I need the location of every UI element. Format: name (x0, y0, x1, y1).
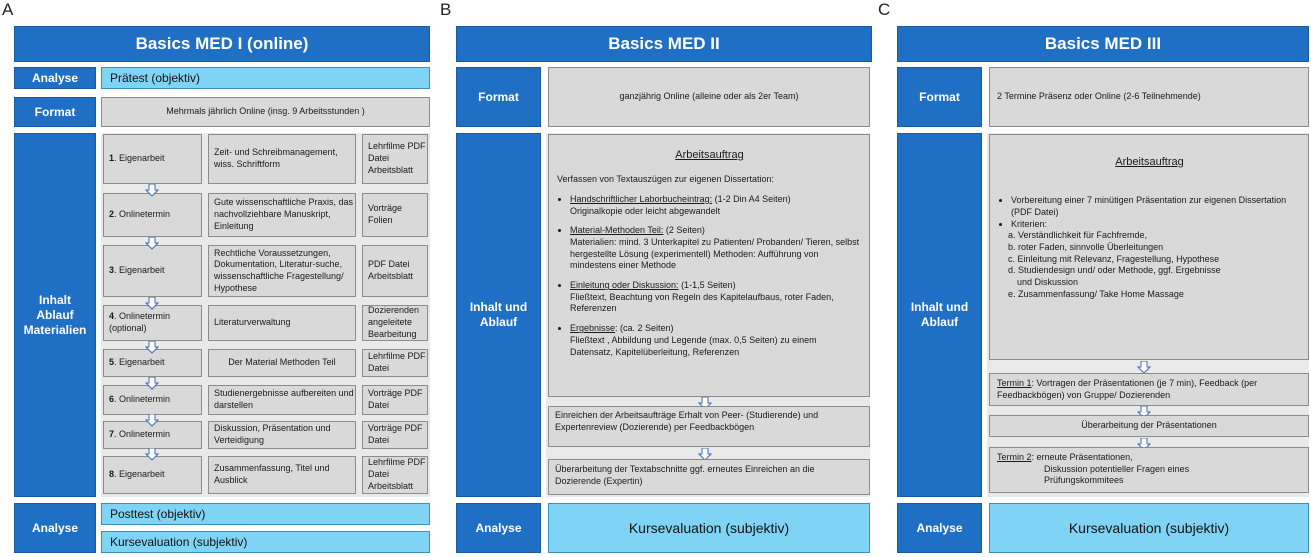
panel-b-title: Basics MED II (456, 26, 872, 62)
item-tail: : (ca. 2 Seiten) (615, 323, 674, 334)
panel-b-format-text: ganzjährig Online (alleine oder als 2er Team) (548, 67, 870, 127)
criteria-item: c. Einleitung mit Relevanz, Fragestellung, Hypothese (1008, 253, 1220, 264)
panel-a-pretest: Prätest (objektiv) (101, 67, 430, 89)
item-body: Fließtext , Abbildung und Legende (max. 0,5 Seiten) zu einem Datensatz, Kapitelüberleitung, Referenzen (570, 334, 817, 357)
panel-c-task-item: • Vorbereitung einer 7 minütigen Präsentation zur eigenen Dissertation (PDF Datei) (1011, 195, 1301, 218)
arrow-down-icon (145, 237, 159, 250)
panel-b-task-list (557, 194, 862, 358)
termin1-text: : Vortragen der Präsentationen (je 7 min), Feedback (per Feedbackbögen) von Gruppe/ Dozierenden (997, 378, 1258, 400)
panel-c-task-list (998, 195, 1301, 230)
item-head: Material-Methoden Teil: (570, 225, 664, 236)
panel-c-termin2 (989, 447, 1309, 493)
step-6-label: . Onlinetermin (114, 394, 171, 405)
panel-a-inhalt-line-1: Inhalt (39, 292, 71, 307)
panel-c-task-item: • Kriterien: (1011, 219, 1301, 231)
termin2-label: Termin 2 (997, 452, 1032, 462)
panel-c-inhalt-line-2: Ablauf (920, 315, 959, 329)
panel-b-inhalt-line-1: Inhalt und (469, 300, 528, 314)
item-body: Originalkopie oder leicht abgewandelt (570, 205, 721, 216)
step-2-number: 2 (109, 209, 115, 220)
criteria-item: a. Verständlichkeit für Fachfremde, (1008, 230, 1148, 241)
panel-c-criteria-list (998, 230, 1301, 300)
step-3-content: Rechtliche Voraussetzungen, Dokumentation, Literatur-suche, wissenschaftliche Fragestellung/ Hypothese (208, 245, 356, 297)
panel-c-format-label: Format (897, 67, 982, 127)
step-4-number: 4 (109, 311, 115, 322)
step-7-label: . Onlinetermin (114, 429, 171, 440)
arrow-down-icon (145, 341, 159, 354)
panel-a-analyse-label: Analyse (14, 67, 96, 89)
step-7-number: 7 (109, 429, 115, 440)
step-7-content: Diskussion, Präsentation und Verteidigung (208, 421, 356, 449)
termin1-label: Termin 1 (997, 378, 1032, 388)
step-1-content: Zeit- und Schreibmanagement, wiss. Schriftform (208, 134, 356, 184)
step-2-content: Gute wissenschaftliche Praxis, das nachvollziehbare Manuskript, Einleitung (208, 193, 356, 237)
step-2-label: . Onlinetermin (114, 209, 171, 220)
panel-b-task-title: Arbeitsauftrag (675, 149, 744, 161)
step-1-number: 1 (109, 153, 115, 164)
panel-a-inhalt-label (14, 133, 96, 497)
arrow-down-icon (145, 184, 159, 197)
panel-c-inhalt-label (897, 133, 982, 497)
arrow-down-icon (145, 297, 159, 310)
item-head: Handschriftlicher Laborbucheintrag: (570, 193, 713, 204)
step-6-content: Studienergebnisse aufbereiten und darstellen (208, 385, 356, 415)
criteria-item: und Diskussion (1017, 277, 1079, 288)
panel-b-format-label: Format (456, 67, 541, 127)
item-body: Fließtext, Beachtung von Regeln des Kapitelaufbaus, roter Faden, Referenzen (570, 291, 834, 314)
panel-label-a: A (2, 0, 14, 19)
step-4-materials: Dozierenden angeleitete Bearbeitung (362, 305, 428, 341)
panel-a-inhalt-line-2: Ablauf (36, 307, 74, 322)
criteria-item: e. Zusammenfassung/ Take Home Massage (1008, 288, 1184, 299)
panel-a-format-label: Format (14, 97, 96, 127)
panel-a-inhalt-line-3: Materialien (23, 322, 87, 337)
panel-b-step3: Überarbeitung der Textabschnitte ggf. erneutes Einreichen an die Dozierende (Expertin) (548, 459, 870, 495)
panel-c-task-box (989, 134, 1309, 360)
step-1-label: . Eigenarbeit (114, 153, 165, 164)
step-3-name (103, 245, 202, 297)
step-8-materials: Lehrfilme PDF Datei Arbeitsblatt (362, 456, 428, 494)
panel-c-evaluation: Kursevaluation (subjektiv) (989, 503, 1309, 553)
item-body: Materialien: mind. 3 Unterkapitel zu Patienten/ Probanden/ Tieren, selbst hergestellte Lösung (experimentell) Methoden: Aufführung von mindestens einer Methode (570, 237, 860, 271)
panel-c-inhalt-line-1: Inhalt und (910, 300, 969, 314)
step-5-label: . Eigenarbeit (114, 357, 165, 368)
step-8-content: Zusammenfassung, Titel und Ausblick (208, 456, 356, 494)
panel-b-task-intro: Verfassen von Textauszügen zur eigenen Dissertation: (557, 174, 774, 185)
panel-b-task-item (570, 194, 862, 217)
step-6-number: 6 (109, 394, 115, 405)
step-5-number: 5 (109, 357, 115, 368)
panel-label-c: C (878, 0, 891, 19)
step-7-materials: Vorträge PDF Datei (362, 421, 428, 449)
item-tail: (1-1,5 Seiten) (678, 280, 736, 291)
step-8-name (103, 456, 202, 494)
panel-b-inhalt-line-2: Ablauf (479, 315, 518, 329)
panel-b-task-box (548, 134, 870, 397)
step-4-name (103, 305, 202, 341)
panel-c-task-title: Arbeitsauftrag (1115, 156, 1184, 168)
termin2-line-3: Prüfungskommitees (1044, 475, 1124, 486)
arrow-down-icon (145, 448, 159, 461)
panel-a-title: Basics MED I (online) (14, 26, 430, 62)
item-head: Einleitung oder Diskussion: (570, 280, 679, 291)
termin2-line-1: : erneute Präsentationen, (1031, 452, 1133, 462)
arrow-down-icon (145, 377, 159, 390)
step-6-materials: Vorträge PDF Datei (362, 385, 428, 415)
step-2-name (103, 193, 202, 237)
item-head: Ergebnisse (570, 323, 616, 334)
panel-b-task-item (570, 323, 862, 358)
panel-c-analyse-label: Analyse (897, 503, 982, 553)
termin2-line-2: Diskussion potentieller Fragen eines (1044, 463, 1190, 474)
panel-label-b: B (440, 0, 452, 19)
step-2-materials: Vorträge Folien (362, 193, 428, 237)
panel-b-step2: Einreichen der Arbeitsaufträge Erhalt von Peer- (Studierende) und Expertenreview (Dozierende) per Feedbackbögen (548, 406, 870, 447)
step-3-number: 3 (109, 265, 115, 276)
panel-c-format-text: 2 Termine Präsenz oder Online (2-6 Teilnehmende) (989, 67, 1309, 127)
panel-a-analyse2-label: Analyse (14, 503, 96, 553)
panel-a-evaluation: Kursevaluation (subjektiv) (101, 531, 430, 553)
step-4-label: . Onlinetermin (optional) (109, 311, 171, 333)
item-tail: (1-2 Din A4 Seiten) (712, 193, 791, 204)
arrow-down-icon (145, 414, 159, 427)
panel-c-termin1 (989, 373, 1309, 406)
step-3-materials: PDF Datei Arbeitsblatt (362, 245, 428, 297)
panel-b-task-item (570, 225, 862, 272)
criteria-item: d. Studiendesign und/ oder Methode, ggf. Ergebnisse (1008, 265, 1221, 276)
panel-b-inhalt-label (456, 133, 541, 497)
panel-a-format-text: Mehrmals jährlich Online (insg. 9 Arbeitsstunden ) (101, 97, 430, 127)
panel-b-task-item (570, 280, 862, 315)
step-5-content: Der Material Methoden Teil (208, 349, 356, 377)
panel-b-evaluation: Kursevaluation (subjektiv) (548, 503, 870, 553)
item-tail: (2 Seiten) (663, 225, 705, 236)
panel-b-analyse-label: Analyse (456, 503, 541, 553)
step-8-label: . Eigenarbeit (114, 469, 165, 480)
panel-a-posttest: Posttest (objektiv) (101, 503, 430, 525)
panel-c-title: Basics MED III (897, 26, 1309, 62)
step-5-materials: Lehrfilme PDF Datei (362, 349, 428, 377)
step-8-number: 8 (109, 469, 115, 480)
criteria-item: b. roter Faden, sinnvolle Überleitungen (1008, 242, 1164, 253)
step-4-content: Literaturverwaltung (208, 305, 356, 341)
step-1-materials: Lehrfilme PDF Datei Arbeitsblatt (362, 134, 428, 184)
step-1-name (103, 134, 202, 184)
step-3-label: . Eigenarbeit (114, 265, 165, 276)
panel-c-revision: Überarbeitung der Präsentationen (989, 415, 1309, 437)
